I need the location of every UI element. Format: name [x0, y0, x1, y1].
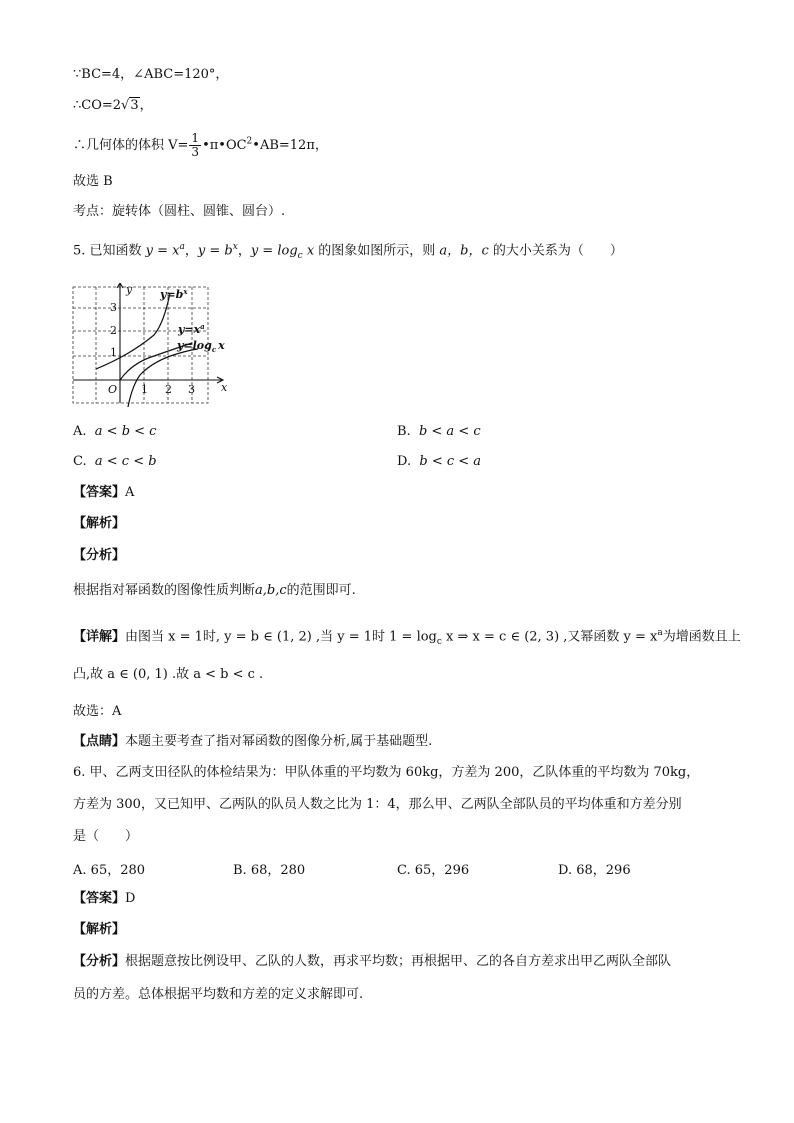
option-label: D.: [397, 454, 412, 469]
sqrt-sign: √: [121, 98, 130, 113]
q5-option-c: [73, 454, 157, 469]
q6-option-c: [397, 859, 469, 878]
option-label: A.: [73, 424, 87, 439]
q5-answer-line: [73, 484, 134, 502]
option-text: b < c < a: [419, 454, 482, 469]
q5-stem-mid: 的图象如图所示，则: [314, 243, 440, 259]
q6-stem-line-1: 6. 甲、乙两支田径队的体检结果为：甲队体重的平均数为 60kg，方差为 200，乙队体重的平均数为 70kg，: [73, 765, 700, 780]
kaodian-line: 考点：旋转体（圆柱、圆锥、圆台）.: [73, 204, 286, 219]
option-text: 65，280: [90, 863, 146, 878]
fenxi-abc: a,b,c: [255, 583, 287, 598]
fenxi-tag: 【分析】: [73, 954, 126, 969]
option-label: D.: [558, 863, 573, 878]
detail-text-3: 为增函数且上: [662, 629, 741, 645]
option-label: A.: [73, 863, 87, 878]
answer-tag: 【答案】: [73, 485, 126, 500]
fraction-numerator: 1: [191, 131, 200, 145]
q5-stem-end: 的大小关系为（ ）: [488, 243, 623, 259]
q5-sep-2: ，: [237, 243, 251, 259]
q5-choose-line: 故选：A: [73, 704, 122, 719]
q6-jiexi-tag: 【解析】: [73, 922, 126, 937]
detail-log-base: c: [436, 636, 442, 647]
option-text: 68，280: [250, 863, 306, 878]
label-power: $y=x^a$: [178, 322, 205, 336]
x-axis-label: x: [221, 381, 228, 394]
y-tick-2: 2: [110, 324, 117, 337]
curve-log: [128, 349, 198, 407]
y-tick-3: 3: [110, 301, 117, 314]
detail-power-exp: a: [657, 628, 663, 638]
q5-log-func: y = log: [250, 243, 298, 259]
q5-power-exp: a: [179, 242, 185, 252]
q6-fenxi-line-1: [73, 953, 671, 971]
x-tick-3: 3: [188, 383, 195, 396]
fraction-one-third: [189, 132, 201, 159]
detail-text-1: 由图当 x = 1时, y = b ∈ (1, 2) ,当 y = 1时 1 = log: [125, 629, 437, 645]
q5-dianjing-line: [73, 733, 432, 751]
derivation-line-2: [73, 97, 153, 115]
volume-middle: •π•OC: [202, 138, 247, 153]
q5-detail-line-1: [73, 624, 741, 651]
q6-option-b: [233, 859, 305, 878]
choose-b-line: 故选 B: [73, 174, 113, 189]
y-axis-label: y: [126, 283, 133, 296]
option-label: B.: [397, 424, 411, 439]
dianjing-text: 本题主要考查了指对幂函数的图像分析,属于基础题型.: [125, 734, 433, 749]
answer-value: D: [125, 891, 136, 906]
derivation-line-3: [73, 132, 328, 159]
option-label: C.: [73, 454, 87, 469]
q5-fenxi-text: [73, 582, 356, 600]
q5-option-d: [397, 454, 481, 469]
volume-prefix: ∴几何体的体积 V=: [73, 138, 189, 153]
y-tick-1: 1: [110, 346, 117, 359]
q6-stem-line-2: 方差为 300，又已知甲、乙两队的队员人数之比为 1：4，那么甲、乙两队全部队员的平均体重和方差分别: [73, 797, 682, 812]
q6-option-a: [73, 859, 145, 878]
option-text: a < c < b: [94, 454, 157, 469]
answer-value: A: [125, 485, 135, 500]
option-text: 65，296: [414, 863, 470, 878]
volume-suffix: •AB=12π，: [252, 138, 328, 153]
answer-tag: 【答案】: [73, 891, 126, 906]
option-text: b < a < c: [418, 424, 481, 439]
option-text: 68，296: [576, 863, 631, 878]
derivation-line-1: ∵BC=4，∠ABC=120°，: [73, 67, 229, 82]
fraction-denominator: 3: [191, 145, 200, 159]
q5-power-func: y = x: [145, 243, 180, 259]
q6-option-d: [558, 859, 631, 878]
label-exponential: $y=b^x$: [160, 287, 188, 301]
q6-fenxi-line-2: 员的方差。总体根据平均数和方差的定义求解即可.: [73, 987, 364, 1002]
function-graph-figure: [70, 283, 250, 408]
detail-tag: 【详解】: [73, 629, 126, 645]
option-label: B.: [233, 863, 247, 878]
q5-stem-start: 5. 已知函数: [73, 243, 146, 259]
x-tick-2: 2: [165, 383, 172, 396]
option-text: a < b < c: [94, 424, 157, 439]
q5-option-b: [397, 424, 481, 439]
q5-log-arg: x: [302, 243, 315, 259]
co-value-prefix: ∴CO=2: [73, 98, 122, 113]
q5-exp-exp: x: [232, 242, 238, 252]
q5-jiexi-tag: 【解析】: [73, 516, 126, 531]
q5-exp-func: y = b: [197, 243, 233, 259]
detail-text-2: x ⇒ x = c ∈ (2, 3) ,又幂函数 y = x: [441, 629, 658, 645]
origin-label: O: [108, 383, 118, 396]
x-tick-1: 1: [141, 383, 148, 396]
q5-detail-line-2: 凸,故 a ∈ (0, 1) .故 a < b < c .: [73, 667, 264, 682]
dianjing-tag: 【点睛】: [73, 734, 126, 749]
label-log: $y=\log_c$ x: [177, 339, 225, 354]
q5-option-a: [73, 424, 156, 439]
sqrt-radicand: 3: [130, 98, 139, 113]
co-value-suffix: ，: [139, 98, 153, 113]
oc-exponent: 2: [246, 136, 253, 147]
fenxi-text-1: 根据题意按比例设甲、乙队的人数，再求平均数；再根据甲、乙的各自方差求出甲乙两队全部队: [125, 954, 672, 969]
fenxi-text-start: 根据指对幂函数的图像性质判断: [73, 583, 256, 598]
fenxi-text-end: 的范围即可.: [286, 583, 356, 598]
q6-stem-line-3: 是（ ）: [73, 829, 139, 844]
q5-log-base: c: [297, 250, 303, 261]
q5-stem: [73, 238, 623, 265]
q6-answer-line: [73, 890, 135, 908]
option-label: C.: [397, 863, 411, 878]
q5-abc: a，b，c: [439, 243, 489, 259]
q5-fenxi-tag: 【分析】: [73, 548, 126, 563]
q5-sep-1: ，: [184, 243, 198, 259]
